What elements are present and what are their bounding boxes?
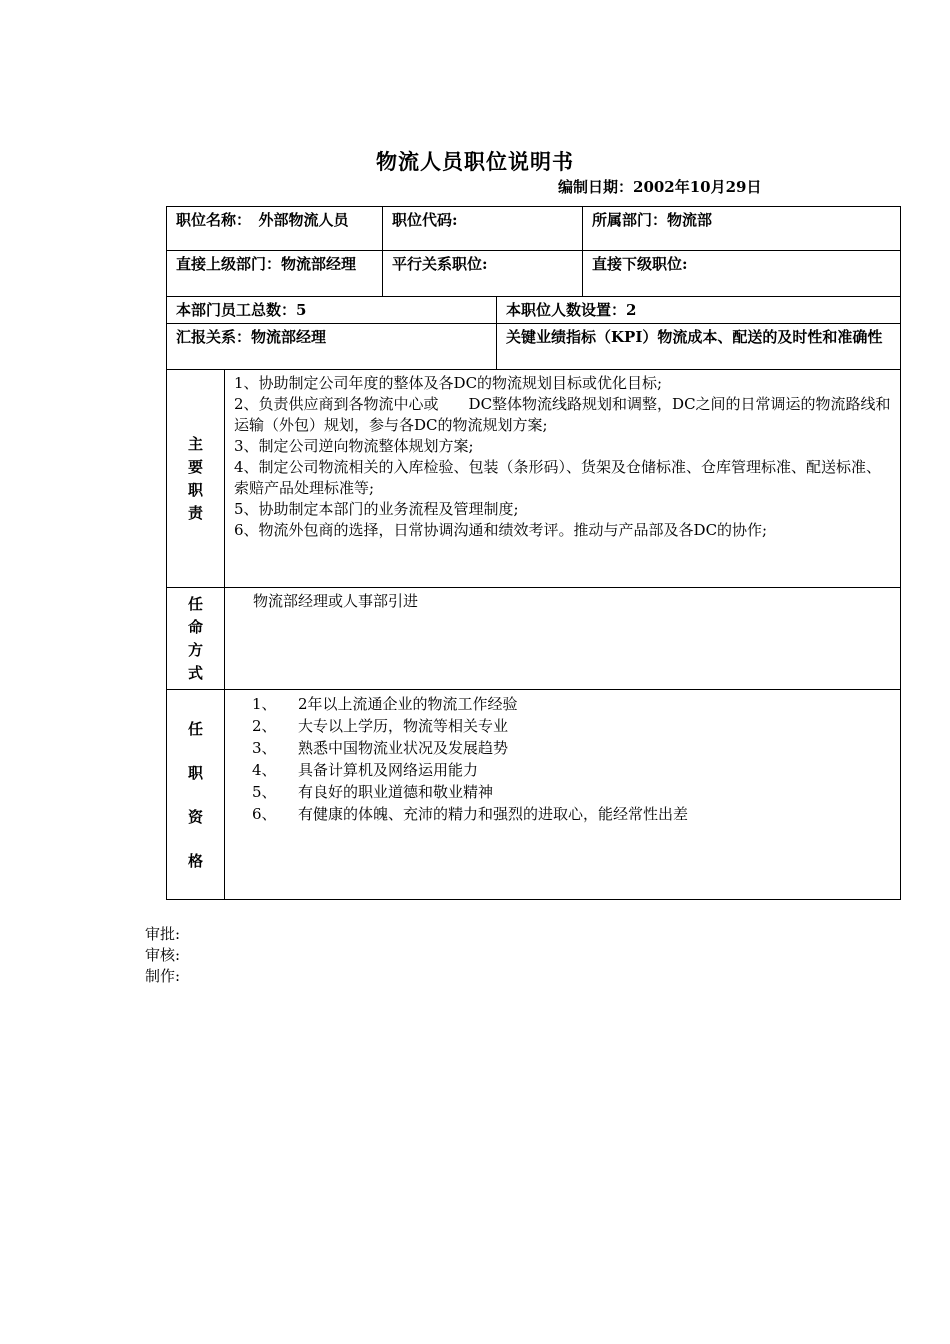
- duty-item: 1、协助制定公司年度的整体及各DC的物流规划目标或优化目标;: [234, 374, 663, 392]
- duties-label: 主 要 职 责: [167, 370, 225, 588]
- superior-dept-cell: 直接上级部门：物流部经理: [167, 251, 383, 297]
- appointment-label: 任 命 方 式: [167, 588, 225, 690]
- approve-label: 审批:: [145, 925, 181, 943]
- duty-item: 3、制定公司逆向物流整体规划方案;: [234, 437, 474, 455]
- document-title: 物流人员职位说明书: [376, 149, 574, 174]
- staff-total-cell: 本部门员工总数：5: [167, 297, 497, 324]
- duties-content: [225, 370, 901, 588]
- headcount-cell: 本职位人数设置：2: [497, 297, 901, 324]
- qualification-label: 任 职 资 格: [167, 690, 225, 900]
- list-item: 5、 有良好的职业道德和敬业精神: [252, 783, 494, 801]
- list-item: 3、 熟悉中国物流业状况及发展趋势: [252, 739, 509, 757]
- list-item: 2、 大专以上学历，物流等相关专业: [252, 717, 509, 735]
- make-label: 制作:: [145, 967, 181, 985]
- appointment-content: 物流部经理或人事部引进: [225, 588, 901, 690]
- report-relation-cell: 汇报关系：物流部经理: [167, 324, 497, 370]
- list-item: 6、 有健康的体魄、充沛的精力和强烈的进取心，能经常性出差: [252, 805, 689, 823]
- kpi-cell: 关键业绩指标（KPI）物流成本、配送的及时性和准确性: [497, 324, 901, 370]
- list-item: 4、 具备计算机及网络运用能力: [252, 761, 479, 779]
- job-name-cell: 职位名称： 外部物流人员: [167, 207, 383, 251]
- duty-item: 6、物流外包商的选择，日常协调沟通和绩效考评。推动与产品部及各DC的协作;: [234, 521, 768, 539]
- signature-block: [145, 924, 180, 987]
- job-code-cell: 职位代码:: [383, 207, 583, 251]
- subordinate-position-cell: 直接下级职位:: [583, 251, 901, 297]
- job-description-table: [166, 206, 901, 900]
- department-cell: 所属部门：物流部: [583, 207, 901, 251]
- duty-item: 4、制定公司物流相关的入库检验、包装（条形码）、货架及仓储标准、仓库管理标准、配送标准、索赔产品处理标准等;: [234, 458, 882, 497]
- duty-item: 2、负责供应商到各物流中心或 DC整体物流线路规划和调整，DC之间的日常调运的物流路线和运输（外包）规划，参与各DC的物流规划方案;: [234, 395, 891, 434]
- list-item: 1、 2年以上流通企业的物流工作经验: [252, 695, 518, 713]
- parallel-position-cell: 平行关系职位:: [383, 251, 583, 297]
- review-label: 审核:: [145, 946, 181, 964]
- duty-item: 5、协助制定本部门的业务流程及管理制度;: [234, 500, 519, 518]
- qualification-content: [225, 690, 901, 900]
- compile-date: 编制日期：2002年10月29日: [558, 178, 762, 196]
